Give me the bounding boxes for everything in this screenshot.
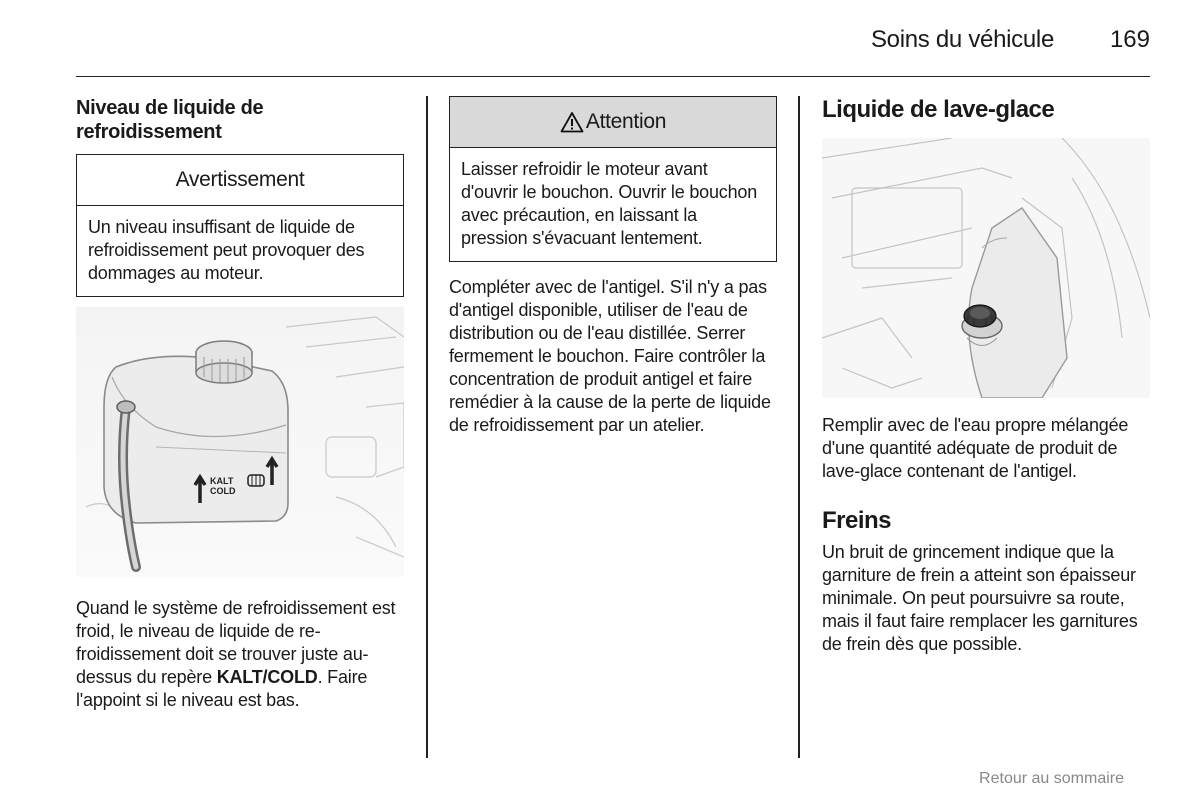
section-title: Soins du véhicule: [870, 26, 1054, 53]
attention-header: [450, 97, 776, 148]
coolant-paragraph: [76, 597, 404, 712]
washer-fluid-paragraph: Remplir avec de l'eau propre mélangée d'une quantité adéquate de produit de lave-glace contenant de l'antigel.: [822, 415, 1129, 481]
kalt-label: KALT: [210, 476, 234, 486]
column-left: [76, 96, 404, 712]
washer-fluid-heading: Liquide de lave-glace: [822, 96, 1055, 123]
back-to-contents-link[interactable]: Retour au sommaire: [979, 770, 1124, 787]
attention-box: [449, 96, 777, 262]
kalt-cold-bold: KALT/COLD: [216, 667, 318, 687]
cold-label: COLD: [210, 486, 236, 496]
antifreeze-paragraph: Compléter avec de l'antigel. S'il n'y a pas d'antigel disponible, utiliser de l'eau de distribution ou de l'eau distillée. Serrer fermement le bouchon. Faire contrôler la concentration de produit antigel et faire remédier à la cause de la perte de liquide de refroidissement par un atelier.: [449, 277, 771, 435]
coolant-heading: Niveau de liquide de refroidissement: [76, 97, 264, 143]
warning-title: Avertissement: [77, 155, 403, 206]
brakes-heading: Freins: [822, 507, 892, 534]
brakes-paragraph: Un bruit de grincement indique que la garniture de frein a atteint son épaisseur minimale. On peut poursuivre sa route, mais il faut faire remplacer les garnitures de frein dès que possible.: [822, 542, 1138, 654]
warning-triangle-icon: [560, 111, 584, 133]
washer-reservoir-illustration: [822, 138, 1150, 398]
attention-text: Laisser refroidir le moteur avant d'ouvrir le bouchon. Ouvrir le bouchon avec précaution, en laissant la pression s'évacuant lentement.: [461, 159, 758, 248]
column-right: [822, 96, 1150, 656]
column-middle: [449, 96, 777, 437]
warning-box: [76, 154, 404, 297]
coolant-paragraph-end: . Faire l'appoint si le niveau est bas.: [76, 667, 368, 710]
column-divider-2: [798, 96, 800, 758]
page-header: [76, 0, 1150, 77]
page-number: 169: [1109, 26, 1150, 53]
attention-title: Attention: [585, 110, 667, 133]
column-divider-1: [426, 96, 428, 758]
coolant-paragraph-start: Quand le système de refroidissement est froid, le niveau de liquide de refroidissement doit se trouver juste audessus du repère: [76, 598, 396, 687]
coolant-reservoir-illustration: [76, 307, 404, 577]
warning-text: Un niveau insuffisant de liquide de refroidissement peut provoquer des dommages au moteur.: [88, 217, 365, 283]
